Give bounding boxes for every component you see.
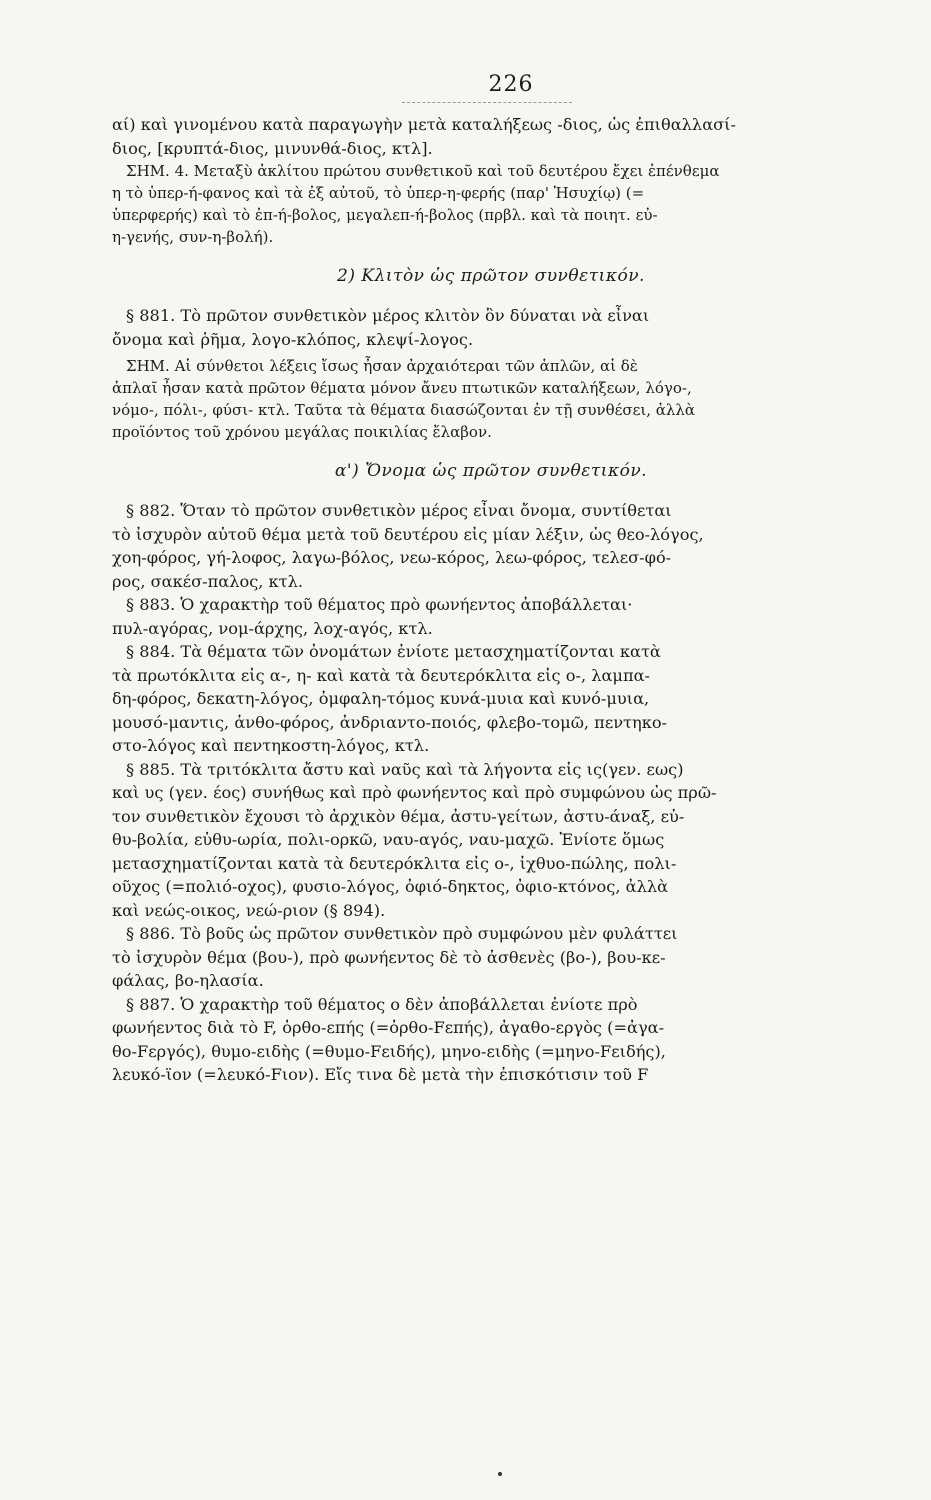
- page-number: 226: [488, 72, 534, 97]
- note-line: η-γενής, συν-η-βολή).: [112, 228, 274, 246]
- text-line: καὶ νεώς-οικος, νεώ-ριον (§ 894).: [112, 900, 386, 920]
- text-line: θο-Fεργός), θυμο-ειδὴς (=θυμο-Fειδής), μηνο-ειδὴς (=μηνο-Fειδής),: [112, 1041, 666, 1061]
- note-line: ἁπλαῖ ἦσαν κατὰ πρῶτον θέματα μόνον ἄνευ πτωτικῶν καταλήξεων, λόγο-,: [112, 379, 692, 397]
- text-line: μουσό-μαντις, ἀνθο-φόρος, ἀνδριαντο-ποιός, φλεβο-τομῶ, πεντηκο-: [112, 712, 668, 732]
- paragraph-882: [112, 499, 870, 593]
- intro-paragraph: [112, 113, 870, 248]
- section-heading-2: 2) Κλιτὸν ὡς πρῶτον συνθετικόν.: [337, 266, 645, 286]
- text-line: τὸ ἰσχυρὸν αὐτοῦ θέμα μετὰ τοῦ δευτέρου εἰς μίαν λέξιν, ὡς θεο-λόγος,: [112, 524, 704, 544]
- text-line: λευκό-ϊον (=λευκό-Fιον). Εἴς τινα δὲ μετὰ τὴν ἐπισκότισιν τοῦ F: [112, 1065, 649, 1084]
- section-heading-a: α') Ὄνομα ὡς πρῶτον συνθετικόν.: [334, 461, 648, 481]
- note-line: προϊόντος τοῦ χρόνου μεγάλας ποικιλίας ἔλαβον.: [112, 423, 492, 441]
- book-page: [112, 70, 870, 1087]
- paragraph-883: [112, 593, 870, 640]
- text-line: τὰ πρωτόκλιτα εἰς α-, η- καὶ κατὰ τὰ δευτερόκλιτα εἰς ο-, λαμπα-: [112, 665, 650, 685]
- note-881: [112, 355, 870, 443]
- note-line: ΣΗΜ. Αἱ σύνθετοι λέξεις ἴσως ἦσαν ἀρχαιότεραι τῶν ἁπλῶν, αἱ δὲ: [126, 357, 638, 375]
- note-line: ΣΗΜ. 4. Μεταξὺ ἀκλίτου πρώτου συνθετικοῦ καὶ τοῦ δευτέρου ἔχει ἐπένθεμα: [126, 162, 720, 180]
- text-line: φωνήεντος διὰ τὸ F, ὀρθο-επής (=ὀρθο-Fεπής), ἀγαθο-εργὸς (=ἀγα-: [112, 1018, 665, 1037]
- text-line: § 887. Ὁ χαρακτὴρ τοῦ θέματος ο δὲν ἀποβάλλεται ἐνίοτε πρὸ: [126, 994, 638, 1014]
- text-line: § 884. Τὰ θέματα τῶν ὀνομάτων ἐνίοτε μετασχηματίζονται κατὰ: [126, 642, 661, 661]
- header-rule: [402, 102, 572, 103]
- text-line: § 885. Τὰ τριτόκλιτα ἄστυ καὶ ναῦς καὶ τὰ λήγοντα εἰς ις(γεν. εως): [126, 759, 684, 779]
- text-line: μετασχηματίζονται κατὰ τὰ δευτερόκλιτα εἰς ο-, ἰχθυο-πώλης, πολι-: [112, 853, 677, 873]
- text-line: § 883. Ὁ χαρακτὴρ τοῦ θέματος πρὸ φωνήεντος ἀποβάλλεται·: [126, 595, 633, 614]
- text-line: § 886. Τὸ βοῦς ὡς πρῶτον συνθετικὸν πρὸ συμφώνου μὲν φυλάττει: [126, 924, 678, 943]
- text-line: αί) καὶ γινομένου κατὰ παραγωγὴν μετὰ καταλήξεως -διος, ὡς ἐπιθαλλασί-: [112, 115, 736, 134]
- text-line: φάλας, βο-ηλασία.: [112, 971, 264, 990]
- text-line: ρος, σακέσ-παλος, κτλ.: [112, 571, 304, 591]
- text-line: § 881. Τὸ πρῶτον συνθετικὸν μέρος κλιτὸν ὂν δύναται νὰ εἶναι: [126, 306, 650, 325]
- text-line: τον συνθετικὸν ἔχουσι τὸ ἀρχικὸν θέμα, ἀστυ-γείτων, ἀστυ-άναξ, εὐ-: [112, 806, 685, 826]
- paragraph-886: [112, 922, 870, 993]
- paragraph-881: [112, 304, 870, 351]
- note-line: ὑπερφερής) καὶ τὸ ἐπ-ή-βολος, μεγαλεπ-ή-βολος (πρβλ. καὶ τὰ ποιητ. εὐ-: [112, 206, 658, 224]
- text-line: στο-λόγος καὶ πεντηκοστη-λόγος, κτλ.: [112, 736, 430, 755]
- note-line: η τὸ ὑπερ-ή-φανος καὶ τὰ ἐξ αὐτοῦ, τὸ ὑπερ-η-φερής (παρ' Ἡσυχίῳ) (=: [112, 184, 645, 202]
- text-line: καὶ υς (γεν. έος) συνήθως καὶ πρὸ φωνήεντος καὶ πρὸ συμφώνου ὡς πρῶ-: [112, 783, 717, 802]
- paragraph-885: [112, 758, 870, 923]
- text-line: τὸ ἰσχυρὸν θέμα (βου-), πρὸ φωνήεντος δὲ τὸ ἀσθενὲς (βο-), βου-κε-: [112, 947, 666, 967]
- text-line: πυλ-αγόρας, νομ-άρχης, λοχ-αγός, κτλ.: [112, 618, 433, 638]
- text-line: δη-φόρος, δεκατη-λόγος, ὀμφαλη-τόμος κυνά-μυια καὶ κυνό-μυια,: [112, 689, 650, 708]
- text-line: ὄνομα καὶ ῥῆμα, λογο-κλόπος, κλεψί-λογος.: [112, 329, 474, 349]
- paragraph-884: [112, 640, 870, 758]
- text-line: διος, [κρυπτά-διος, μινυνθά-διος, κτλ].: [112, 138, 433, 158]
- text-line: § 882. Ὅταν τὸ πρῶτον συνθετικὸν μέρος εἶναι ὄνομα, συντίθεται: [126, 501, 672, 520]
- text-line: θυ-βολία, εὐθυ-ωρία, πολι-ορκῶ, ναυ-αγός, ναυ-μαχῶ. Ἐνίοτε ὅμως: [112, 830, 665, 849]
- paragraph-887: [112, 993, 870, 1087]
- print-dot: [498, 1472, 502, 1476]
- note-line: νόμο-, πόλι-, φύσι- κτλ. Ταῦτα τὰ θέματα διασώζονται ἐν τῇ συνθέσει, ἀλλὰ: [112, 401, 696, 419]
- text-line: χοη-φόρος, γή-λοφος, λαγω-βόλος, νεω-κόρος, λεω-φόρος, τελεσ-φό-: [112, 548, 672, 567]
- text-line: οῦχος (=πολιό-οχος), φυσιο-λόγος, ὀφιό-δηκτος, ὀφιο-κτόνος, ἀλλὰ: [112, 877, 669, 896]
